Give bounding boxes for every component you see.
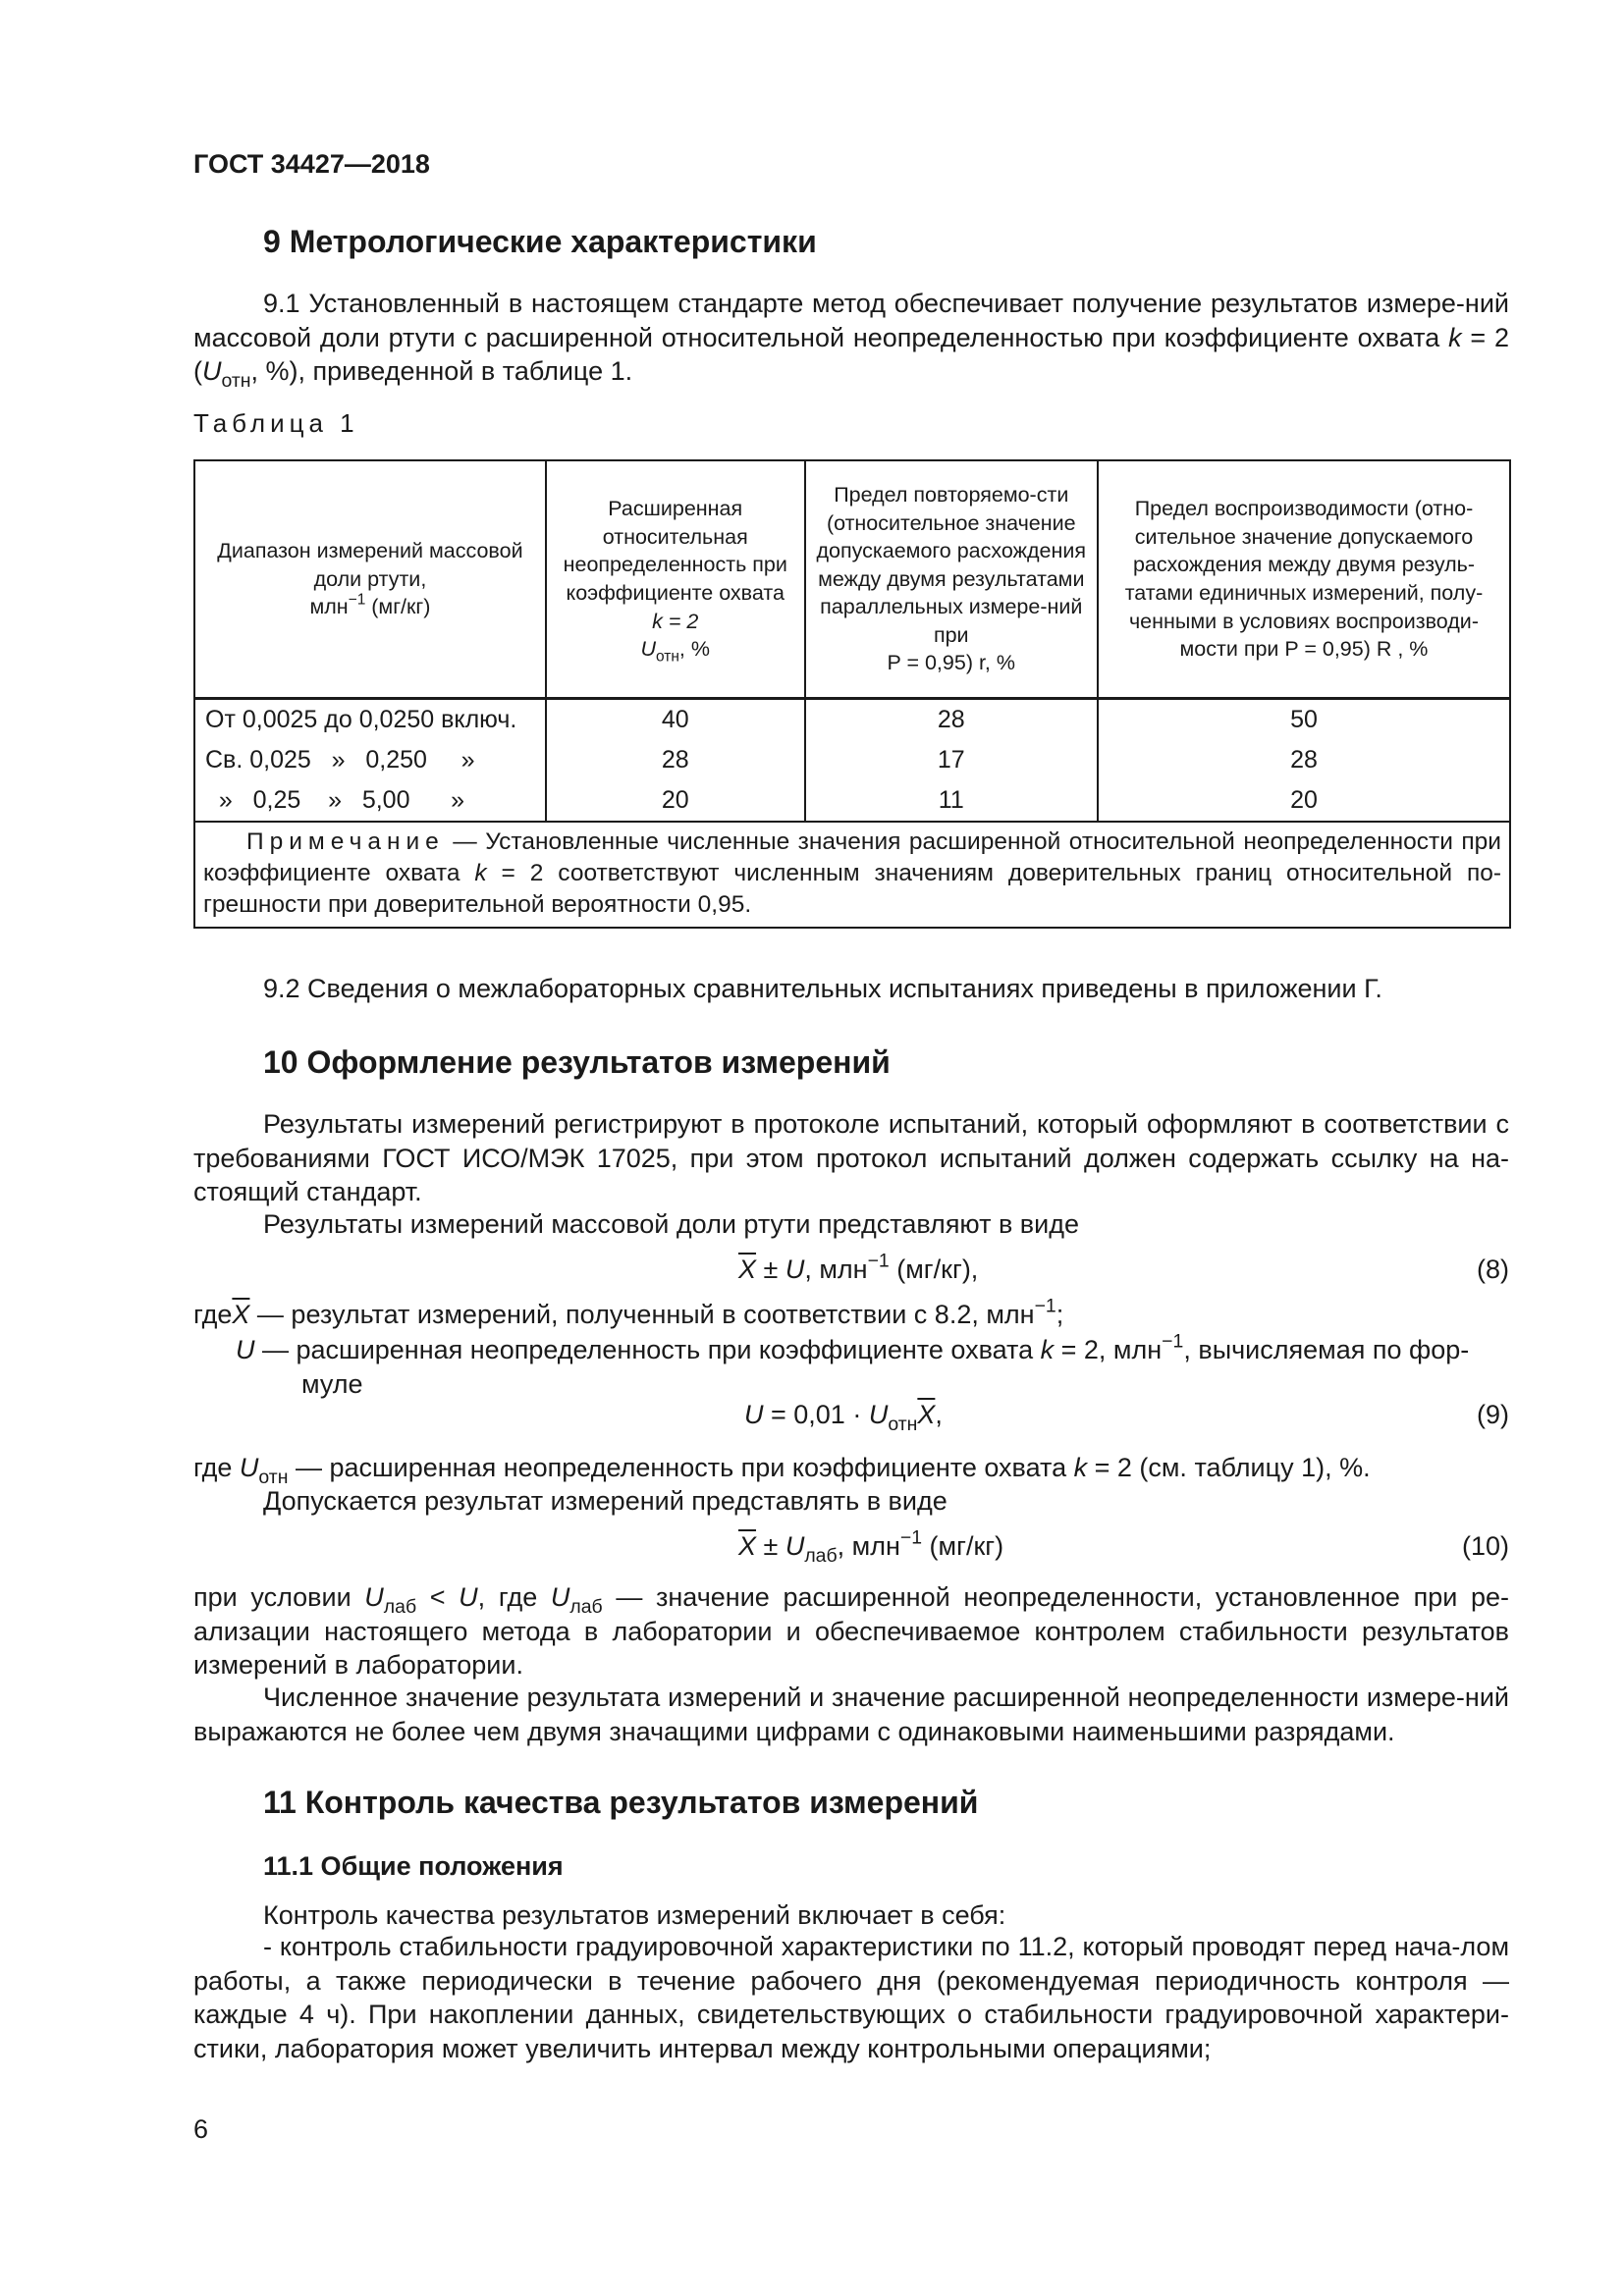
paragraph-10-1: Результаты измерений регистрируют в протоколе испытаний, который оформляют в соответствии с требованиями ГОСТ ИСО/МЭК 17025, при этом протокол испытаний должен содержать ссылку на на-стоящий стандарт. [193,1109,1509,1207]
header-uncertainty: Расширенная относительная неопределенность при коэффициенте охвата k = 2 $U_{отн}$, % [546,460,805,699]
section-10-title: 10 Оформление результатов измерений [263,1044,891,1080]
cell-range: Св. 0,025 » 0,250 » [194,740,546,780]
equation-10: $\overline{X} \pm U_{лаб}$, млн$^{-1}$ (мг/кг) [738,1526,1004,1567]
table-row [194,780,1510,822]
paragraph-11-2: - контроль стабильности градуировочной характеристики по 11.2, который проводят перед нача-лом работы, а также периодически в течение рабочего дня (рекомендуемая периодичность контроля — каждые 4 ч). При накоплении данных, свидетельствующих о стабильности градуировочной характери-стики, лаборатория может увеличить интервал между контрольными операциями; [193,1932,1509,2063]
cell-uncertainty: 40 [546,699,805,741]
header-repeatability: Предел повторяемо-сти (относительное значение допускаемого расхождения между двумя результатами параллельных измере-ний при P = 0,95) r, % [805,460,1098,699]
cell-repeatability: 11 [805,780,1098,822]
table-caption: Таблица 1 [193,408,359,438]
paragraph-10-3: Допускается результат измерений представлять в виде [263,1486,947,1516]
paragraph-10-4: при условии $U_{лаб} < U$, где $U_{лаб}$ — значение расширенной неопределенности, установленное при ре-ализации настоящего метода в лаборатории и обеспечиваемое контролем стабильности результатов измерений в лаборатории. [193,1582,1509,1681]
paragraph-11-1: Контроль качества результатов измерений включает в себя: [263,1900,1006,1930]
paragraph-10-2: Результаты измерений массовой доли ртути представляют в виде [263,1209,1080,1239]
metrology-table [193,459,1511,929]
cell-reproducibility: 28 [1098,740,1510,780]
equation-9-number: (9) [1477,1400,1509,1429]
cell-reproducibility: 50 [1098,699,1510,741]
paragraph-9-2: 9.2 Сведения о межлабораторных сравнительных испытаниях приведены в приложении Г. [263,974,1382,1003]
paragraph-10-5: Численное значение результата измерений и значение расширенной неопределенности измере-ний выражаются не более чем двумя значащими цифрами с одинаковыми наименьшими разрядами. [193,1682,1509,1746]
cell-range: От 0,0025 до 0,0250 включ. [194,699,546,741]
page-number: 6 [193,2114,209,2144]
where-u-definition: U — расширенная неопределенность при коэффициенте охвата k = 2, млн$^{-1}$, вычисляемая по фор- муле [236,1330,1470,1399]
cell-range: » 0,25 » 5,00 » [194,780,546,822]
cell-uncertainty: 20 [546,780,805,822]
table-row [194,740,1510,780]
table-note: Примечание — Установленные численные значения расширенной относительной неопределенности при коэффициенте охвата k = 2 соответствуют численным значениям доверительных границ относительной по-грешности при доверительной вероятности 0,95. [194,822,1510,928]
where-x-definition: $где\overline{X}$ — результат измерений, полученный в соответствии с 8.2, млн$^{-1}$; [193,1295,1064,1329]
header-range: Диапазон измерений массовой доли ртути, млн$^{-1}$ (мг/кг) [194,460,546,699]
cell-uncertainty: 28 [546,740,805,780]
cell-repeatability: 28 [805,699,1098,741]
header-reproducibility: Предел воспроизводимости (отно-сительное значение допускаемого расхождения между двумя резуль-татами единичных измерений, полу-ченными в условиях воспроизводи-мости при P = 0,95) R , % [1098,460,1510,699]
where-uotn-definition: где $U_{отн}$ — расширенная неопределенность при коэффициенте охвата k = 2 (см. таблицу 1), %. [193,1453,1371,1488]
paragraph-9-1: 9.1 Установленный в настоящем стандарте метод обеспечивает получение результатов измере-ний массовой доли ртути с расширенной относительной неопределенностью при коэффициенте охвата k = 2 ($U_{отн}$, %), приведенной в таблице 1. [193,289,1509,392]
document-header: ГОСТ 34427—2018 [193,149,430,179]
equation-9: $U = 0,01 \cdot U_{отн}\overline{X}$, [744,1400,943,1435]
section-11-title: 11 Контроль качества результатов измерений [263,1785,979,1820]
table-note-row [194,822,1510,928]
equation-8-number: (8) [1477,1255,1509,1284]
subsection-11-1-title: 11.1 Общие положения [263,1851,564,1881]
cell-repeatability: 17 [805,740,1098,780]
section-9-title: 9 Метрологические характеристики [263,224,817,259]
cell-reproducibility: 20 [1098,780,1510,822]
table-header-row [194,460,1510,699]
equation-10-number: (10) [1461,1531,1509,1561]
table-row [194,699,1510,741]
equation-8: $\overline{X} \pm U$, млн$^{-1}$ (мг/кг), [738,1250,979,1284]
